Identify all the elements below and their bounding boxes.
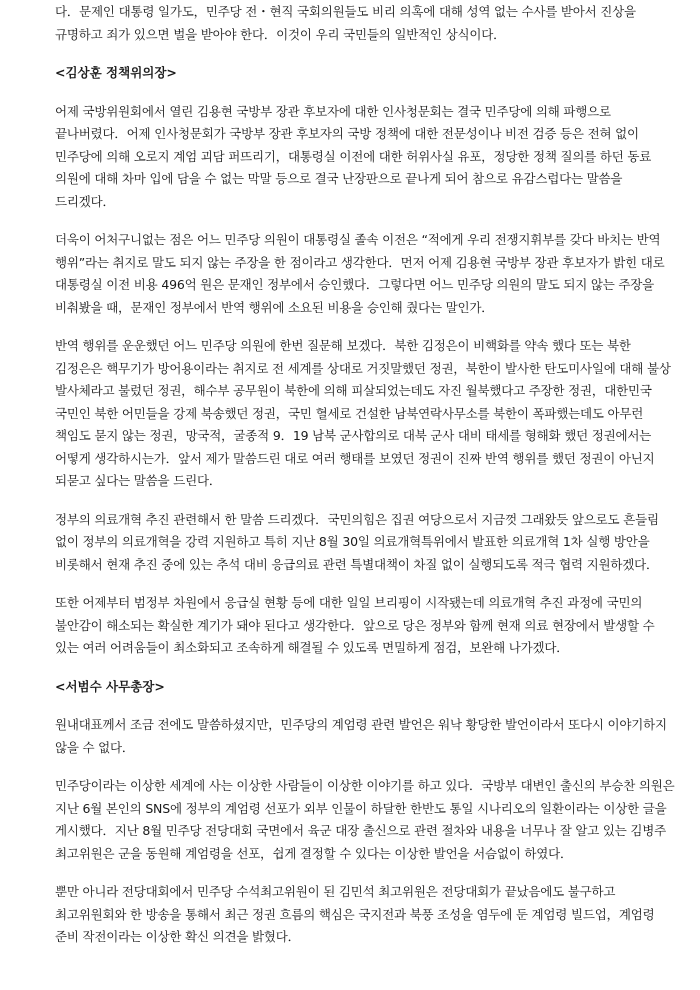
paragraph: 어제 국방위원회에서 열린 김용현 국방부 장관 후보자에 대한 인사청문회는 결국 민주당에 의해 파행으로 끝나버렸다．어제 인사청문회가 국방부 장관 후보자의 국방 정책에 대한 전문성이나 비전 검증 등은 전혀 없이 민주당에 의해 오로지 계엄 괴담 퍼뜨리기，대통령실 이전에 대한 허위사실 유포，정당한 정책 질의를 하던 동료 의원에 대해 차마 입에 담을 수 없는 막말 등으로 결국 난장판으로 끝나게 되어 참으로 유감스럽다는 말씀을 드리겠다．	[55, 103, 652, 209]
paragraph: 반역 행위를 운운했던 어느 민주당 의원에 한번 질문해 보겠다．북한 김정은이 비핵화를 약속 했다 또는 북한 김정은은 핵무기가 방어용이라는 취지로 전 세계를 상대로 거짓말했던 정권，북한이 발사한 탄도미사일에 대해 불상 발사체라고 불렀던 정권，해수부 공무원이 북한에 의해 피살되었는데도 자진 월북했다고 주장한 정권，대한민국 국민인 북한 어민들을 강제 북송했던 정권，국민 혈세로 건설한 남북연락사무소를 북한이 폭파했는데도 아무런 책임도 묻지 않는 정권，망국적，굴종적 9．19 남북 군사합의로 대북 군사 대비 태세를 형해화 했던 정권에서는 어떻게 생각하시는가．앞서 제가 말씀드린 대로 여러 행태를 보였던 정권이 진짜 반역 행위를 했던 정권이 아닌지 되묻고 싶다는 말씀을 드린다．	[55, 338, 671, 488]
paragraph: 뿐만 아니라 전당대회에서 민주당 수석최고위원이 된 김민석 최고위원은 전당대회가 끝났음에도 불구하고 최고위원회와 한 방송을 통해서 최근 정권 흐름의 핵심은 국지전과 북풍 조성을 염두에 둔 계엄령 빌드업，계엄령 준비 작전이라는 이상한 확신 의견을 밝혔다．	[55, 884, 655, 944]
paragraph: 더욱이 어처구니없는 점은 어느 민주당 의원이 대통령실 졸속 이전은 “적에게 우리 전쟁지휘부를 갖다 바치는 반역 행위”라는 취지로 말도 되지 않는 주장을 한 점이라고 생각한다．먼저 어제 김용현 국방부 장관 후보자가 밝힌 대로 대통령실 이전 비용 496억 원은 문재인 정부에서 승인했다．그렇다면 어느 민주당 의원의 말도 되지 않는 주장을 비춰봤을 때，문재인 정부에서 반역 행위에 소요된 비용을 승인해 줬다는 말인가．	[55, 232, 665, 315]
paragraph: 또한 어제부터 범정부 차원에서 응급실 현황 등에 대한 일일 브리핑이 시작됐는데 의료개혁 추진 과정에 국민의 불안감이 해소되는 확실한 계기가 돼야 된다고 생각한다．앞으로 당은 정부와 함께 현재 의료 현장에서 발생할 수 있는 여러 어려움들이 최소화되고 조속하게 해결될 수 있도록 면밀하게 점검，보완해 나가겠다．	[55, 595, 655, 655]
paragraph: 정부의 의료개혁 추진 관련해서 한 말씀 드리겠다．국민의힘은 집권 여당으로서 지금껏 그래왔듯 앞으로도 흔들림 없이 정부의 의료개혁을 강력 지원하고 특히 지난 8월 30일 의료개혁특위에서 발표한 의료개혁 1차 실행 방안을 비롯해서 현재 추진 중에 있는 추석 대비 응급의료 관련 특별대책이 차질 없이 실행되도록 적극 협력 지원하겠다．	[55, 511, 659, 572]
paragraph: 원내대표께서 조금 전에도 말씀하셨지만，민주당의 계엄령 관련 발언은 워낙 황당한 발언이라서 또다시 이야기하지 않을 수 없다．	[55, 717, 667, 755]
paragraph: 다．문제인 대통령 일가도，민주당 전・현직 국회의원들도 비리 의혹에 대해 성역 없는 수사를 받아서 진상을 규명하고 죄가 있으면 벌을 받아야 한다．이것이 우리 국민들의 일반적인 상식이다．	[55, 4, 636, 42]
speaker-heading: <서범수 사무총장>	[55, 678, 165, 694]
paragraph: 민주당이라는 이상한 세계에 사는 이상한 사람들이 이상한 이야기를 하고 있다．국방부 대변인 출신의 부승찬 의원은 지난 6월 본인의 SNS에 정부의 계엄령 선포가 외부 인물이 하달한 한반도 통일 시나리오의 일환이라는 이상한 글을 게시했다．지난 8월 민주당 전당대회 국면에서 육군 대장 출신으로 관련 절차와 내용을 너무나 잘 알고 있는 김병주 최고위원은 군을 동원해 계엄령을 선포，쉽게 결정할 수 있다는 이상한 발언을 서슴없이 하였다．	[55, 778, 675, 861]
speaker-heading: <김상훈 정책위의장>	[55, 65, 177, 80]
